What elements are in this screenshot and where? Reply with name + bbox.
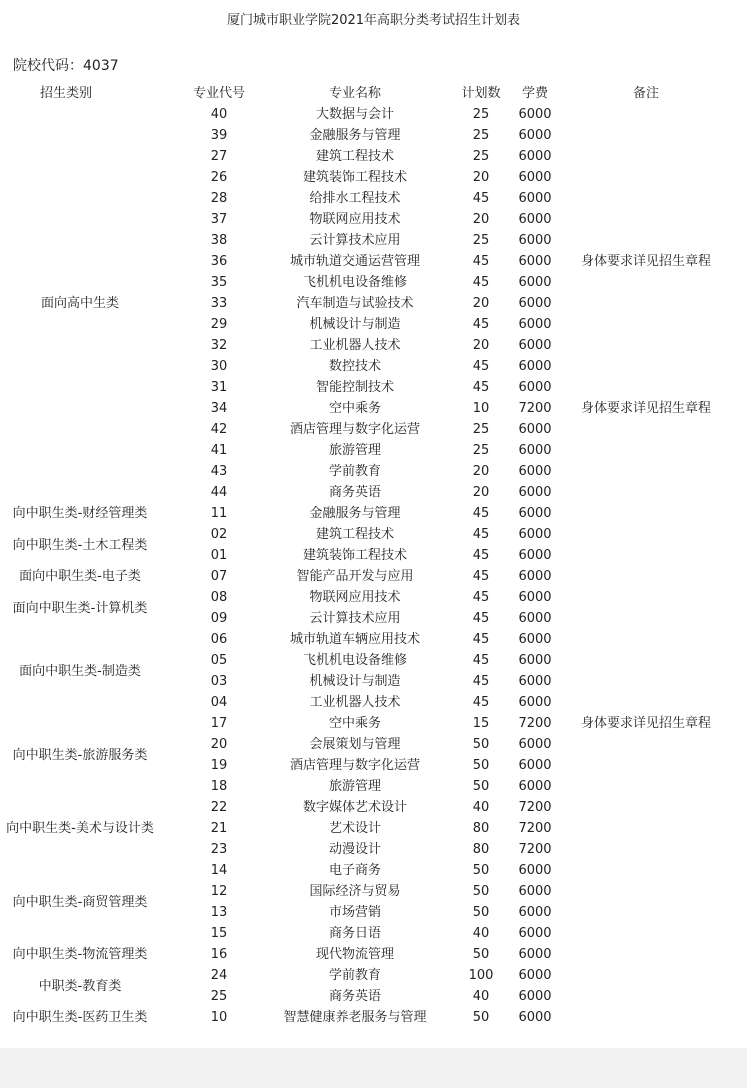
major-name-cell: 空中乘务 <box>328 716 381 731</box>
major-code-cell: 06 <box>210 632 228 647</box>
plan-count-cell: 50 <box>472 947 490 962</box>
major-code-cell: 32 <box>210 338 228 353</box>
plan-count-cell: 45 <box>472 653 490 668</box>
major-code-cell: 40 <box>210 107 228 122</box>
plan-count-cell: 20 <box>472 485 490 500</box>
major-code-cell: 30 <box>210 359 228 374</box>
major-name-cell: 汽车制造与试验技术 <box>296 296 414 311</box>
major-name-cell: 艺术设计 <box>328 821 381 836</box>
major-name-cell: 物联网应用技术 <box>309 590 401 605</box>
major-code-cell: 35 <box>210 275 228 290</box>
major-name-cell: 商务日语 <box>328 926 381 941</box>
major-name-cell: 金融服务与管理 <box>309 506 401 521</box>
remark-cell <box>566 146 726 167</box>
major-name-cell: 机械设计与制造 <box>309 674 401 689</box>
remark-cell <box>566 692 726 713</box>
plan-count-cell: 45 <box>472 191 490 206</box>
major-name-cell: 旅游管理 <box>328 779 381 794</box>
category-label: 向中职生类-土木工程类 <box>12 537 148 553</box>
tuition-fee-cell: 6000 <box>518 254 552 269</box>
plan-count-cell: 45 <box>472 317 490 332</box>
major-code-cell: 14 <box>210 863 228 878</box>
plan-count-cell: 45 <box>472 569 490 584</box>
major-code-cell: 15 <box>210 926 228 941</box>
category-label: 向中职生类-物流管理类 <box>12 947 148 962</box>
plan-count-cell: 45 <box>472 527 490 542</box>
plan-count-cell: 20 <box>472 464 490 479</box>
plan-count-cell: 50 <box>472 905 490 920</box>
tuition-fee-cell: 6000 <box>518 317 552 332</box>
remark-cell <box>566 104 726 125</box>
major-name-cell: 飞机机电设备维修 <box>302 653 407 668</box>
major-name-cell: 工业机器人技术 <box>309 695 401 710</box>
remark-cell <box>566 335 726 356</box>
tuition-fee-cell: 6000 <box>518 926 552 941</box>
tuition-fee-cell: 6000 <box>518 611 552 626</box>
major-code-cell: 44 <box>210 485 228 500</box>
tuition-fee-cell: 7200 <box>518 842 552 857</box>
major-code-cell: 41 <box>210 443 228 458</box>
major-code-cell: 09 <box>210 611 228 626</box>
category-label: 向中职生类-旅游服务类 <box>12 747 148 763</box>
tuition-fee-cell: 6000 <box>518 149 552 164</box>
remark-cell <box>566 272 726 293</box>
major-name-cell: 旅游管理 <box>328 443 381 458</box>
tuition-fee-cell: 6000 <box>518 506 552 521</box>
tuition-fee-cell: 6000 <box>518 758 552 773</box>
major-name-cell: 学前教育 <box>328 464 381 479</box>
remark-cell <box>566 440 726 461</box>
major-code-cell: 21 <box>210 821 228 836</box>
major-name-cell: 数控技术 <box>328 359 381 374</box>
major-name-cell: 商务英语 <box>328 989 381 1004</box>
remark-cell <box>566 839 726 860</box>
remark-cell <box>566 566 726 587</box>
school-code-label: 院校代码：4037 <box>13 58 119 74</box>
tuition-fee-cell: 6000 <box>518 296 552 311</box>
major-name-cell: 学前教育 <box>328 968 381 983</box>
tuition-fee-cell: 6000 <box>518 905 552 920</box>
tuition-fee-cell: 6000 <box>518 527 552 542</box>
remark-cell <box>566 671 726 692</box>
major-code-cell: 16 <box>210 947 228 962</box>
plan-count-cell: 80 <box>472 842 490 857</box>
tuition-fee-cell: 6000 <box>518 233 552 248</box>
plan-count-cell: 50 <box>472 737 490 752</box>
remark-cell <box>566 650 726 671</box>
plan-count-cell: 40 <box>472 800 490 815</box>
plan-count-cell: 25 <box>472 128 490 143</box>
remark-cell <box>566 167 726 188</box>
major-name-cell: 酒店管理与数字化运营 <box>289 758 420 773</box>
plan-count-cell: 50 <box>472 884 490 899</box>
category-label: 中职类-教育类 <box>38 978 122 994</box>
category-label: 面向高中生类 <box>40 296 119 311</box>
plan-count-cell: 45 <box>472 506 490 521</box>
major-name-cell: 云计算技术应用 <box>309 233 401 248</box>
plan-count-cell: 25 <box>472 149 490 164</box>
major-name-cell: 工业机器人技术 <box>309 338 401 353</box>
major-name-cell: 城市轨道交通运营管理 <box>289 254 420 269</box>
major-code-cell: 07 <box>210 569 228 584</box>
tuition-fee-cell: 6000 <box>518 989 552 1004</box>
major-code-cell: 08 <box>210 590 228 605</box>
major-code-cell: 43 <box>210 464 228 479</box>
tuition-fee-cell: 6000 <box>518 779 552 794</box>
remark-cell <box>566 608 726 629</box>
remark-cell: 身体要求详见招生章程 <box>580 254 711 269</box>
major-code-cell: 26 <box>210 170 228 185</box>
tuition-fee-cell: 6000 <box>518 170 552 185</box>
major-name-cell: 酒店管理与数字化运营 <box>289 422 420 437</box>
tuition-fee-cell: 7200 <box>518 401 552 416</box>
header-category: 招生类别 <box>39 86 92 101</box>
category-label: 面向中职生类-电子类 <box>19 569 141 584</box>
major-name-cell: 建筑装饰工程技术 <box>302 170 407 185</box>
major-name-cell: 数字媒体艺术设计 <box>302 800 407 815</box>
category-label: 向中职生类-财经管理类 <box>12 506 148 521</box>
major-code-cell: 10 <box>210 1010 228 1025</box>
major-code-cell: 02 <box>210 527 228 542</box>
tuition-fee-cell: 6000 <box>518 464 552 479</box>
major-code-cell: 28 <box>210 191 228 206</box>
tuition-fee-cell: 6000 <box>518 422 552 437</box>
major-name-cell: 建筑工程技术 <box>315 149 394 164</box>
major-name-cell: 云计算技术应用 <box>309 611 401 626</box>
major-code-cell: 11 <box>210 506 228 521</box>
major-code-cell: 31 <box>210 380 228 395</box>
remark-cell <box>566 986 726 1007</box>
plan-count-cell: 50 <box>472 779 490 794</box>
major-name-cell: 空中乘务 <box>328 401 381 416</box>
header-code: 专业代号 <box>192 86 245 101</box>
plan-count-cell: 45 <box>472 359 490 374</box>
major-name-cell: 金融服务与管理 <box>309 128 401 143</box>
remark-cell <box>566 776 726 797</box>
category-label: 向中职生类-医药卫生类 <box>12 1010 148 1025</box>
category-label: 向中职生类-商贸管理类 <box>12 894 148 910</box>
tuition-fee-cell: 7200 <box>518 716 552 731</box>
major-code-cell: 38 <box>210 233 228 248</box>
tuition-fee-cell: 6000 <box>518 359 552 374</box>
tuition-fee-cell: 6000 <box>518 653 552 668</box>
plan-count-cell: 20 <box>472 170 490 185</box>
tuition-fee-cell: 6000 <box>518 443 552 458</box>
remark-cell <box>566 881 726 902</box>
tuition-fee-cell: 6000 <box>518 380 552 395</box>
remark-cell <box>566 545 726 566</box>
major-code-cell: 19 <box>210 758 228 773</box>
remark-cell <box>566 524 726 545</box>
major-name-cell: 智能控制技术 <box>315 380 394 395</box>
major-code-cell: 27 <box>210 149 228 164</box>
tuition-fee-cell: 7200 <box>518 821 552 836</box>
major-name-cell: 机械设计与制造 <box>309 317 401 332</box>
remark-cell <box>566 377 726 398</box>
major-code-cell: 33 <box>210 296 228 311</box>
major-name-cell: 智慧健康养老服务与管理 <box>283 1010 427 1025</box>
category-label: 面向中职生类-制造类 <box>19 663 141 679</box>
plan-count-cell: 15 <box>472 716 490 731</box>
major-code-cell: 13 <box>210 905 228 920</box>
remark-cell <box>566 923 726 944</box>
plan-count-cell: 40 <box>472 926 490 941</box>
header-note: 备注 <box>632 86 659 101</box>
tuition-fee-cell: 6000 <box>518 695 552 710</box>
major-name-cell: 国际经济与贸易 <box>309 884 401 899</box>
major-code-cell: 22 <box>210 800 228 815</box>
plan-count-cell: 50 <box>472 1010 490 1025</box>
major-name-cell: 大数据与会计 <box>315 107 394 122</box>
remark-cell <box>566 314 726 335</box>
remark-cell: 身体要求详见招生章程 <box>580 716 711 731</box>
tuition-fee-cell: 6000 <box>518 947 552 962</box>
tuition-fee-cell: 6000 <box>518 191 552 206</box>
remark-cell <box>566 860 726 881</box>
major-name-cell: 给排水工程技术 <box>309 191 401 206</box>
plan-count-cell: 45 <box>472 380 490 395</box>
remark-cell <box>566 293 726 314</box>
major-name-cell: 城市轨道车辆应用技术 <box>289 632 420 647</box>
major-name-cell: 现代物流管理 <box>315 947 394 962</box>
plan-count-cell: 20 <box>472 296 490 311</box>
remark-cell <box>566 965 726 986</box>
major-code-cell: 34 <box>210 401 228 416</box>
remark-cell <box>566 818 726 839</box>
plan-count-cell: 25 <box>472 233 490 248</box>
plan-count-cell: 45 <box>472 695 490 710</box>
major-code-cell: 29 <box>210 317 228 332</box>
plan-count-cell: 80 <box>472 821 490 836</box>
major-code-cell: 25 <box>210 989 228 1004</box>
remark-cell <box>566 902 726 923</box>
header-fee: 学费 <box>521 86 548 101</box>
plan-count-cell: 50 <box>472 863 490 878</box>
tuition-fee-cell: 6000 <box>518 485 552 500</box>
tuition-fee-cell: 6000 <box>518 107 552 122</box>
remark-cell <box>566 188 726 209</box>
major-code-cell: 05 <box>210 653 228 668</box>
category-label: 向中职生类-美术与设计类 <box>6 821 154 836</box>
major-name-cell: 飞机机电设备维修 <box>302 275 407 290</box>
remark-cell <box>566 629 726 650</box>
major-name-cell: 电子商务 <box>328 863 381 878</box>
remark-cell <box>566 587 726 608</box>
major-code-cell: 39 <box>210 128 228 143</box>
plan-count-cell: 20 <box>472 212 490 227</box>
tuition-fee-cell: 6000 <box>518 548 552 563</box>
tuition-fee-cell: 6000 <box>518 884 552 899</box>
header-name: 专业名称 <box>328 86 381 101</box>
tuition-fee-cell: 6000 <box>518 212 552 227</box>
major-code-cell: 24 <box>210 968 228 983</box>
tuition-fee-cell: 6000 <box>518 569 552 584</box>
major-code-cell: 20 <box>210 737 228 752</box>
remark-cell <box>566 419 726 440</box>
major-name-cell: 物联网应用技术 <box>309 212 401 227</box>
remark-cell <box>566 482 726 503</box>
remark-cell <box>566 356 726 377</box>
remark-cell <box>566 734 726 755</box>
header-plan: 计划数 <box>461 86 501 101</box>
plan-count-cell: 45 <box>472 275 490 290</box>
tuition-fee-cell: 6000 <box>518 737 552 752</box>
plan-count-cell: 20 <box>472 338 490 353</box>
tuition-fee-cell: 6000 <box>518 632 552 647</box>
page-footer-band <box>0 1048 747 1088</box>
plan-count-cell: 25 <box>472 107 490 122</box>
remark-cell <box>566 230 726 251</box>
remark-cell <box>566 944 726 965</box>
major-name-cell: 会展策划与管理 <box>309 737 401 752</box>
major-name-cell: 智能产品开发与应用 <box>296 569 414 584</box>
major-code-cell: 37 <box>210 212 228 227</box>
page-title: 厦门城市职业学院2021年高职分类考试招生计划表 <box>226 13 521 28</box>
major-code-cell: 04 <box>210 695 228 710</box>
plan-count-cell: 45 <box>472 590 490 605</box>
plan-count-cell: 10 <box>472 401 490 416</box>
major-code-cell: 18 <box>210 779 228 794</box>
plan-count-cell: 45 <box>472 254 490 269</box>
tuition-fee-cell: 6000 <box>518 128 552 143</box>
major-code-cell: 23 <box>210 842 228 857</box>
remark-cell: 身体要求详见招生章程 <box>580 401 711 416</box>
tuition-fee-cell: 6000 <box>518 590 552 605</box>
major-name-cell: 建筑装饰工程技术 <box>302 548 407 563</box>
major-name-cell: 商务英语 <box>328 485 381 500</box>
major-code-cell: 12 <box>210 884 228 899</box>
major-code-cell: 17 <box>210 716 228 731</box>
major-name-cell: 动漫设计 <box>328 842 381 857</box>
tuition-fee-cell: 6000 <box>518 275 552 290</box>
remark-cell <box>566 755 726 776</box>
major-code-cell: 36 <box>210 254 228 269</box>
tuition-fee-cell: 6000 <box>518 338 552 353</box>
plan-count-cell: 25 <box>472 443 490 458</box>
remark-cell <box>566 209 726 230</box>
remark-cell <box>566 461 726 482</box>
plan-count-cell: 40 <box>472 989 490 1004</box>
plan-count-cell: 100 <box>468 968 494 983</box>
remark-cell <box>566 503 726 524</box>
major-name-cell: 建筑工程技术 <box>315 527 394 542</box>
major-code-cell: 01 <box>210 548 228 563</box>
remark-cell <box>566 797 726 818</box>
tuition-fee-cell: 7200 <box>518 800 552 815</box>
major-code-cell: 03 <box>210 674 228 689</box>
tuition-fee-cell: 6000 <box>518 968 552 983</box>
plan-count-cell: 45 <box>472 611 490 626</box>
plan-count-cell: 45 <box>472 632 490 647</box>
plan-count-cell: 25 <box>472 422 490 437</box>
plan-count-cell: 45 <box>472 674 490 689</box>
plan-count-cell: 45 <box>472 548 490 563</box>
plan-count-cell: 50 <box>472 758 490 773</box>
major-name-cell: 市场营销 <box>328 905 381 920</box>
remark-cell <box>566 1007 726 1028</box>
tuition-fee-cell: 6000 <box>518 863 552 878</box>
major-code-cell: 42 <box>210 422 228 437</box>
tuition-fee-cell: 6000 <box>518 674 552 689</box>
category-label: 面向中职生类-计算机类 <box>12 600 148 616</box>
tuition-fee-cell: 6000 <box>518 1010 552 1025</box>
remark-cell <box>566 125 726 146</box>
